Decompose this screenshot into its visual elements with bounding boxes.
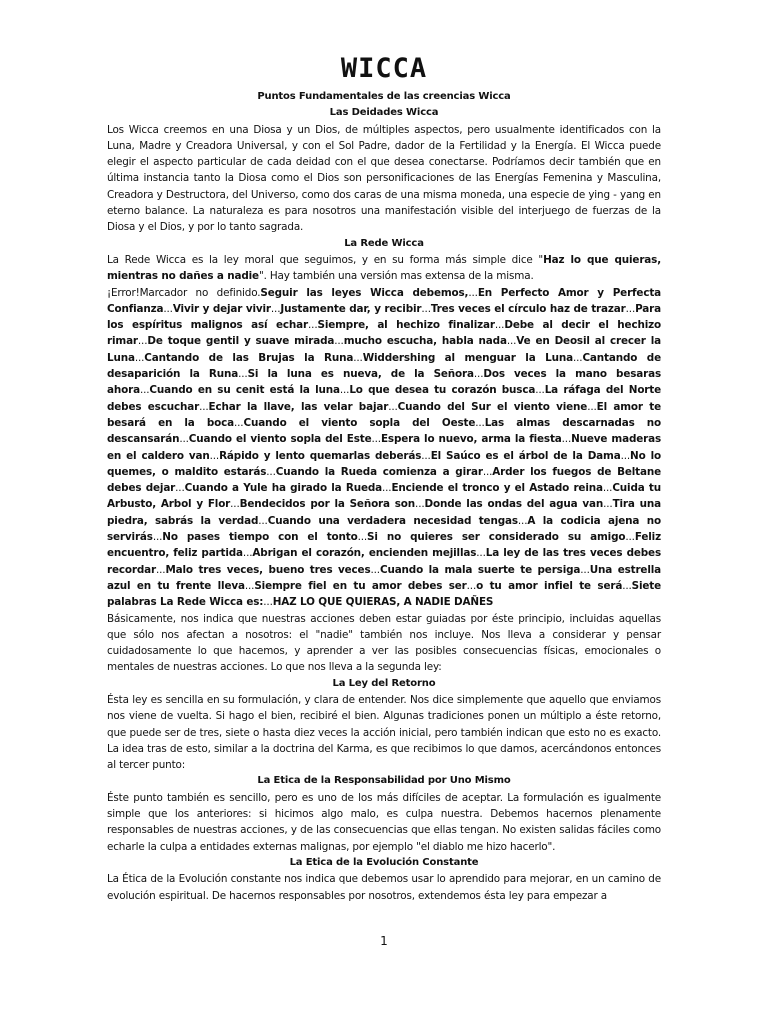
section-heading-deidades: Las Deidades Wicca xyxy=(329,107,439,119)
rede-verse: Cuando el viento sopla del Oeste xyxy=(243,416,476,429)
verse-separator: ... xyxy=(415,498,425,511)
rede-verse: Lo que desea tu corazón busca xyxy=(349,384,536,397)
verse-separator: ... xyxy=(353,351,363,364)
verse-separator: ... xyxy=(625,531,635,544)
verse-separator: ... xyxy=(466,579,477,592)
verse-separator: ... xyxy=(334,335,344,348)
verse-separator: ... xyxy=(134,351,145,364)
verse-separator: ... xyxy=(587,400,597,413)
verse-separator: ... xyxy=(199,400,209,413)
rede-verse: Debe al decir el hechizo rimar xyxy=(107,319,662,348)
rede-verse: A la codicia ajena no servirás xyxy=(107,514,661,544)
rede-verse: Cuando una verdadera necesidad tengas xyxy=(267,514,518,527)
rede-verse: Justamente dar, y recibir xyxy=(280,302,422,315)
verse-separator: ... xyxy=(244,579,255,592)
section-heading-retorno: La Ley del Retorno xyxy=(332,677,436,689)
rede-verse: El Saúco es el árbol de la Dama xyxy=(430,449,621,462)
verse-separator: ... xyxy=(242,547,253,560)
section-heading-rede: La Rede Wicca xyxy=(344,237,424,249)
verse-separator: ... xyxy=(163,302,173,315)
rede-verse: Espera lo nuevo, arma la fiesta xyxy=(380,433,562,446)
verse-separator: ... xyxy=(506,335,517,348)
verse-separator: ... xyxy=(517,514,528,527)
verse-separator: ... xyxy=(473,368,484,381)
paragraph-evolucion: La Ética de la Evolución constante nos indica que debemos usar lo aprendido para mejorar, en un camino de evolución espiritual. De hacernos responsables por nosotros, extendemos ésta ley para empezar a xyxy=(107,873,661,902)
rede-intro-quote: Haz lo que quieras, mientras no dañes a nadie xyxy=(107,253,661,283)
rede-verse: Ve en Deosil al crecer la Luna xyxy=(107,335,661,364)
rede-verse: Rápido y lento quemarlas deberás xyxy=(219,449,422,462)
paragraph-rede-verses xyxy=(107,285,661,611)
rede-verse: Tres veces el círculo haz de trazar xyxy=(430,302,626,315)
verse-separator: ... xyxy=(388,400,398,413)
verse-separator: ... xyxy=(371,433,381,446)
rede-verse: Dos veces la mano besaras ahora xyxy=(107,368,661,397)
verse-separator: ... xyxy=(620,449,631,462)
rede-verse: Cantando de las Brujas la Runa xyxy=(144,351,354,364)
rede-verse: Arder los fuegos de Beltane debes dejar xyxy=(107,465,661,495)
rede-verse: Siempre, al hechizo finalizar xyxy=(317,319,495,332)
rede-verse: Widdershing al menguar la Luna xyxy=(362,351,573,364)
rede-verse: No lo quemes, o maldito estarás xyxy=(107,449,661,478)
verse-separator: ... xyxy=(209,449,220,462)
verse-separator: ... xyxy=(421,449,431,462)
paragraph-rede-intro xyxy=(107,252,661,285)
rede-verse: Vivir y dejar vivir xyxy=(172,302,271,315)
rede-verse: Cuando en su cenit está la luna xyxy=(149,384,340,397)
verse-separator: ... xyxy=(263,596,273,609)
rede-intro-text-b: ". Hay también una versión mas extensa de la misma. xyxy=(258,270,534,283)
rede-verse: Las almas descarnadas no descansarán xyxy=(107,416,662,446)
document-subtitle: Puntos Fundamentales de las creencias Wicca xyxy=(257,91,511,102)
rede-verse: Cuando la Rueda comienza a girar xyxy=(275,465,483,478)
rede-verse: Si la luna es nueva, de la Señora xyxy=(247,368,474,381)
rede-verse: Cantando de desaparición la Runa xyxy=(107,351,661,381)
verse-separator: ... xyxy=(266,465,276,478)
rede-verse: Tira una piedra, sabrás la verdad xyxy=(107,498,661,527)
verse-separator: ... xyxy=(482,465,493,478)
paragraph-responsabilidad: Éste punto también es sencillo, pero es uno de los más difíciles de aceptar. La formulación es igualmente simple que los anteriores: si hicimos algo malo, es culpa nuestra. Debemos hacernos plenamente responsables de nuestras acciones, y de las consecuencias que ellas tengan. No existen salidas fáciles como echarle la culpa a entidades externas malignas, por ejemplo "el diablo me hizo hacerlo". xyxy=(107,791,661,853)
verse-separator: ... xyxy=(308,319,318,332)
verse-separator: ... xyxy=(270,302,281,315)
verse-separator: ... xyxy=(137,335,148,348)
rede-verse: De toque gentil y suave mirada xyxy=(147,335,335,348)
verse-separator: ... xyxy=(561,433,572,446)
rede-verse: o tu amor infiel te será xyxy=(476,579,623,592)
section-heading-responsabilidad: La Etica de la Responsabilidad por Uno Mismo xyxy=(257,775,511,787)
verse-separator: ... xyxy=(258,514,268,527)
verse-separator: ... xyxy=(152,531,163,544)
rede-verse: Feliz encuentro, feliz partida xyxy=(107,531,661,560)
verse-separator: ... xyxy=(339,384,350,397)
rede-verse: Cuando del Sur el viento viene xyxy=(397,400,588,413)
rede-verse: No pases tiempo con el tonto xyxy=(162,531,358,544)
rede-verse: Si no quieres ser considerado su amigo xyxy=(367,531,626,544)
rede-verse: mucho escucha, habla nada xyxy=(343,335,507,348)
verse-separator: ... xyxy=(230,498,240,511)
rede-verse: Cuida tu Arbusto, Arbol y Flor xyxy=(107,482,661,511)
rede-verse: Siempre fiel en tu amor debes ser xyxy=(254,579,467,592)
verse-separator: ... xyxy=(572,351,583,364)
rede-verse: Siete palabras La Rede Wicca es: xyxy=(107,579,662,609)
verse-separator: ... xyxy=(382,482,392,495)
verse-separator: ... xyxy=(625,302,636,315)
page-number: 1 xyxy=(380,934,388,948)
rede-verse: Abrigan el corazón, encienden mejillas xyxy=(252,547,477,560)
rede-verse: El amor te besará en la boca xyxy=(107,400,661,429)
rede-verse: Enciende el tronco y el Astado reina xyxy=(391,482,603,495)
verse-separator: ... xyxy=(238,368,248,381)
rede-verse: Cuando a Yule ha girado la Rueda xyxy=(184,482,382,495)
verse-separator: ... xyxy=(494,319,505,332)
error-marker-text: ¡Error!Marcador no definido. xyxy=(107,286,261,299)
rede-verse: La ráfaga del Norte debes escuchar xyxy=(107,384,661,413)
verse-separator: ... xyxy=(155,563,166,576)
verse-separator: ... xyxy=(476,547,486,560)
rede-verse: HAZ LO QUE QUIERAS, A NADIE DAÑES xyxy=(272,596,494,609)
verse-separator: ... xyxy=(603,498,613,511)
rede-verse: Cuando la mala suerte te persiga xyxy=(379,563,581,576)
rede-verse: Malo tres veces, bueno tres veces xyxy=(165,563,371,576)
verse-separator: ... xyxy=(622,579,632,592)
verse-separator: ... xyxy=(535,384,545,397)
rede-verse: Echar la llave, las velar bajar xyxy=(208,400,389,413)
rede-verse: La ley de las tres veces debes recordar xyxy=(107,547,661,576)
rede-verse: Bendecidos por la Señora son xyxy=(239,498,416,511)
verse-separator: ... xyxy=(234,416,244,429)
verse-separator: ... xyxy=(175,482,185,495)
paragraph-rede-explanation: Básicamente, nos indica que nuestras acciones deben estar guiadas por éste principio, incluidas aquellas que sólo nos afectan a nosotros: el "nadie" también nos incluye. Nos lleva a considerar y pensar cuidadosamente lo que hacemos, y aprender a ver las posibles consecuencias físicas, emocionales o mentales de nuestras acciones. Lo que nos lleva a la segunda ley: xyxy=(107,612,661,674)
rede-verse: En Perfecto Amor y Perfecta Confianza xyxy=(107,286,662,315)
verse-separator: ... xyxy=(139,384,150,397)
document-content xyxy=(107,52,661,904)
verse-separator: ... xyxy=(370,563,380,576)
verse-separator: ... xyxy=(179,433,189,446)
paragraph-deidades: Los Wicca creemos en una Diosa y un Dios, de múltiples aspectos, pero usualmente identificados con la Luna, Madre y Creadora Universal, y con el Sol Padre, dador de la Fertilidad y la Energía. El Wicca puede elegir el aspecto particular de cada deidad con el que desea conectarse. Podríamos decir también que en última instancia tanto la Diosa como el Dios son personificaciones de las Energías Femenina y Masculina, Creadora y Destructora, del Universo, como dos caras de una misma moneda, una especie de ying - yang en eterno balance. La naturaleza es para nosotros una manifestación visible del interjuego de fuerzas de la Diosa y el Dios, y por lo tanto sagrada. xyxy=(107,123,661,234)
verse-separator: ... xyxy=(580,563,590,576)
verse-separator: ... xyxy=(357,531,368,544)
rede-verse: Donde las ondas del agua van xyxy=(424,498,604,511)
rede-verse: Para los espíritus malignos así echar xyxy=(107,302,661,332)
verse-separator: ... xyxy=(602,482,613,495)
section-heading-evolucion: La Etica de la Evolución Constante xyxy=(289,856,479,868)
verse-separator: ... xyxy=(421,302,431,315)
paragraph-retorno: Ésta ley es sencilla en su formulación, y clara de entender. Nos dice simplemente que aquello que enviamos nos viene de vuelta. Si hago el bien, recibiré el bien. Algunas tradiciones ponen un múltiplo a éste retorno, que puede ser de tres, siete o hasta diez veces la acción inicial, pero también indican que esto no es exacto. La idea tras de esto, similar a la doctrina del Karma, es que recibimos lo que damos, acercándonos entonces al tercer punto: xyxy=(107,693,661,772)
rede-intro-text-a: La Rede Wicca es la ley moral que seguimos, y en su forma más simple dice " xyxy=(107,253,544,266)
verse-separator: ... xyxy=(475,416,485,429)
rede-verse: Nueve maderas en el caldero van xyxy=(107,433,661,462)
rede-verse: Cuando el viento sopla del Este xyxy=(188,433,372,446)
rede-verse: Una estrella azul en tu frente lleva xyxy=(107,563,662,592)
document-title: WICCA xyxy=(340,53,428,84)
verse-separator: ... xyxy=(468,286,478,299)
rede-verse: Seguir las leyes Wicca debemos, xyxy=(260,286,469,299)
